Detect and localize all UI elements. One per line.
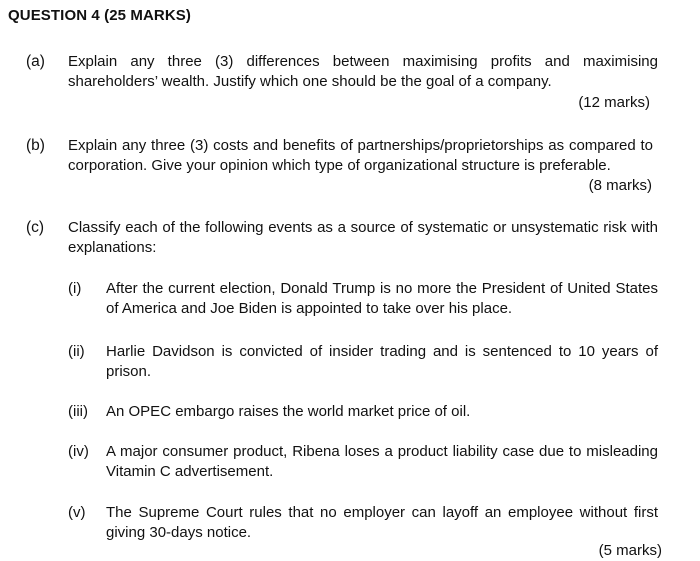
item-v-label: (v) xyxy=(68,504,86,521)
item-iv-text: A major consumer product, Ribena loses a product liability case due to misleading Vitamin C advertisement. xyxy=(106,443,658,480)
part-b-label: (b) xyxy=(26,137,45,154)
part-a-marks: (12 marks) xyxy=(578,94,650,111)
item-v-text: The Supreme Court rules that no employer can layoff an employee without first giving 30-days notice. xyxy=(106,504,658,541)
part-c-label: (c) xyxy=(26,219,45,236)
item-iv-label: (iv) xyxy=(68,443,89,460)
item-iii-label: (iii) xyxy=(68,403,88,420)
item-iii-text: An OPEC embargo raises the world market price of oil. xyxy=(106,403,471,420)
item-ii-label: (ii) xyxy=(68,343,85,360)
item-i-label: (i) xyxy=(68,280,82,297)
part-b-marks: (8 marks) xyxy=(588,177,652,194)
part-a-text: Explain any three (3) differences between maximising profits and maximising shareholders’ wealth. Justify which one should be the goal of a company. xyxy=(68,53,658,90)
part-c-marks: (5 marks) xyxy=(598,542,662,559)
item-ii-text: Harlie Davidson is convicted of insider trading and is sentenced to 10 years of prison. xyxy=(106,343,658,380)
item-i-text: After the current election, Donald Trump is no more the President of United States of America and Joe Biden is appointed to take over his place. xyxy=(106,280,658,317)
part-c-text: Classify each of the following events as a source of systematic or unsystematic risk with explanations: xyxy=(68,219,658,256)
question-title: QUESTION 4 (25 MARKS) xyxy=(8,7,191,24)
part-b-text: Explain any three (3) costs and benefits of partnerships/proprietorships as compared to corporation. Give your opinion which type of organizational structure is preferable. xyxy=(68,137,653,174)
part-a-label: (a) xyxy=(26,53,45,70)
